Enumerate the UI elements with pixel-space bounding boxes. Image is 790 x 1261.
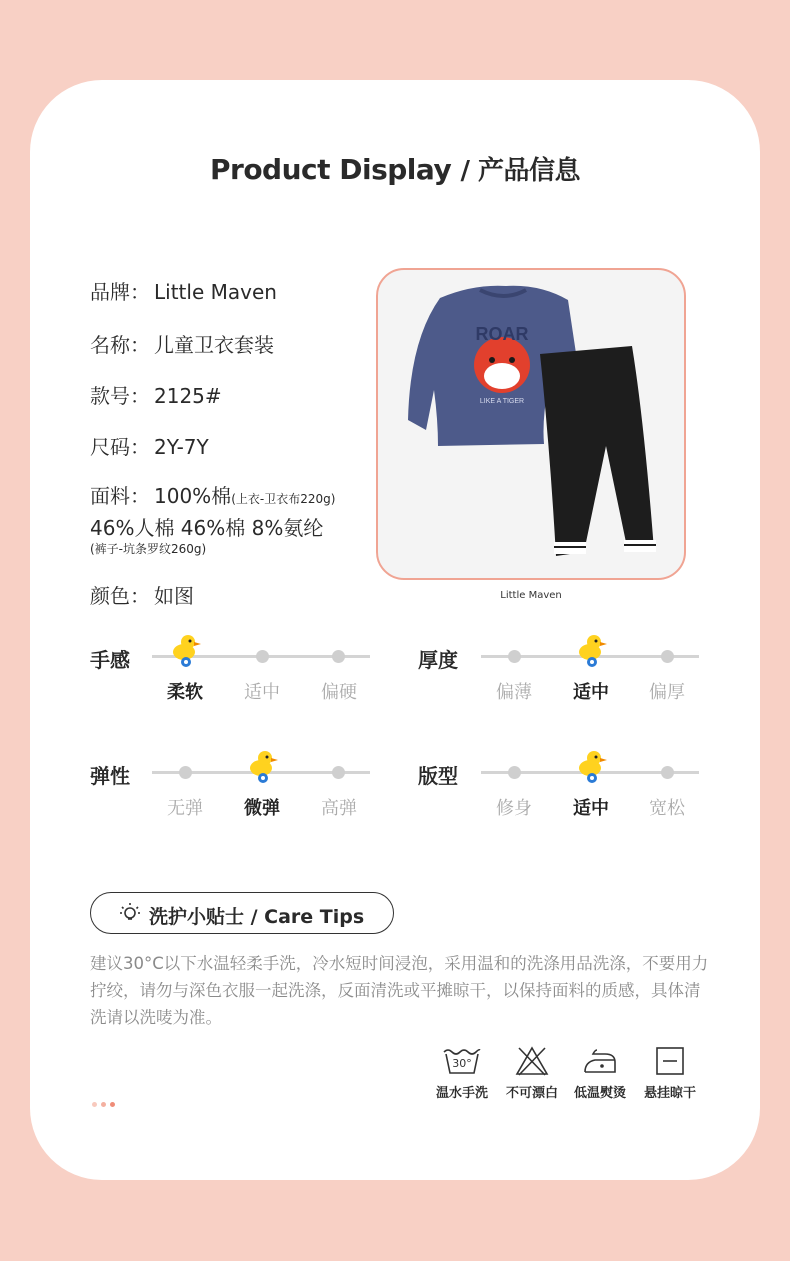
spec-value: 100%棉 [154, 484, 232, 508]
spec-size [90, 431, 209, 460]
spec-value: 2Y-7Y [154, 435, 209, 459]
scale-option: 柔软 [167, 682, 203, 703]
care-symbol [568, 1046, 632, 1101]
spec-note: (上衣-卫衣布220g) [231, 492, 336, 506]
print-text-tiger: LIKE A TIGER [479, 398, 525, 405]
spec-color [90, 580, 194, 609]
duck-marker-icon [170, 632, 202, 668]
scale-option: 适中 [244, 682, 280, 703]
pants-shape [540, 346, 654, 556]
care-symbol-label: 悬挂晾干 [643, 1086, 696, 1101]
spec-value: 儿童卫衣套装 [154, 333, 274, 357]
no-bleach-icon [515, 1046, 549, 1076]
scale-option: 适中 [573, 798, 609, 819]
spec-name [90, 329, 274, 358]
care-symbol-label: 不可漂白 [505, 1086, 558, 1101]
scale-option: 偏硬 [321, 682, 357, 703]
spec-value: 如图 [154, 584, 194, 608]
scale-dot [332, 766, 345, 779]
scale-option: 偏薄 [496, 682, 532, 703]
scale-label-elasticity: 弹性 [90, 764, 130, 788]
scale-option: 微弹 [244, 798, 280, 819]
care-symbol-label: 低温熨烫 [573, 1086, 626, 1101]
page-title [0, 150, 790, 187]
duck-marker-icon [247, 748, 279, 784]
duck-marker-icon [576, 748, 608, 784]
photo-caption: Little Maven [500, 590, 562, 601]
spec-brand [90, 276, 277, 305]
dot [101, 1102, 106, 1107]
spec-label: 款号： [90, 384, 150, 408]
scale-option: 偏厚 [649, 682, 685, 703]
scale-dot [661, 766, 674, 779]
spec-value: Little Maven [154, 280, 277, 304]
spec-fabric [90, 480, 335, 509]
pants-cuff-line [624, 544, 656, 546]
scale-dot [256, 650, 269, 663]
care-symbol [638, 1046, 702, 1101]
spec-label: 名称： [90, 333, 150, 357]
scale-option: 宽松 [649, 798, 685, 819]
spec-label: 品牌： [90, 280, 150, 304]
product-illustration [378, 270, 684, 578]
scale-dot [179, 766, 192, 779]
care-symbol [500, 1046, 564, 1101]
page-title-cn: / 产品信息 [460, 156, 581, 186]
low-iron-icon [581, 1046, 619, 1076]
hang-dry-icon [655, 1046, 685, 1076]
spec-value: 2125# [154, 384, 222, 408]
product-photo [376, 268, 686, 580]
dot [110, 1102, 115, 1107]
print-text-roar: ROAR [475, 324, 529, 344]
care-tips-text: 建议30°C以下水温轻柔手洗，冷水短时间浸泡，采用温和的洗涤用品洗涤，不要用力拧绞，请勿与深色衣服一起洗涤，反面清洗或平摊晾干，以保持面料的质感，具体清洗请以洗唛为准。 [90, 954, 709, 1027]
lightbulb-icon [119, 902, 141, 924]
care-tips-title: 洗护小贴士 / Care Tips [149, 906, 365, 928]
pants-cuff-line [554, 546, 586, 548]
dot [92, 1102, 97, 1107]
scale-dot [661, 650, 674, 663]
spec-label: 颜色： [90, 584, 150, 608]
scale-label-thickness: 厚度 [418, 648, 458, 672]
tiger-eye [509, 357, 515, 363]
wash-temp: 30° [452, 1057, 472, 1070]
scale-dot [508, 766, 521, 779]
duck-marker-icon [576, 632, 608, 668]
decorative-dots [92, 1092, 119, 1111]
tiger-eye [489, 357, 495, 363]
spec-label: 面料： [90, 484, 150, 508]
care-tips-header [90, 892, 394, 934]
scale-option: 适中 [573, 682, 609, 703]
scale-option: 高弹 [321, 798, 357, 819]
scale-label-fit: 版型 [418, 764, 458, 788]
care-symbol-label: 温水手洗 [435, 1086, 488, 1101]
hand-wash-icon [442, 1046, 482, 1076]
care-symbol [430, 1046, 494, 1101]
page-title-en: Product Display [209, 153, 452, 186]
spec-label: 尺码： [90, 435, 150, 459]
scale-option: 修身 [496, 798, 532, 819]
scale-dot [508, 650, 521, 663]
tiger-muzzle [484, 363, 520, 389]
spec-fabric-pants-note: (裤子-坑条罗纹260g) [90, 542, 207, 556]
spec-fabric-pants: 46%人棉 46%棉 8%氨纶 [90, 516, 324, 540]
spec-style-no [90, 380, 222, 409]
scale-option: 无弹 [167, 798, 203, 819]
scale-dot [332, 650, 345, 663]
scale-label-feel: 手感 [90, 648, 130, 672]
